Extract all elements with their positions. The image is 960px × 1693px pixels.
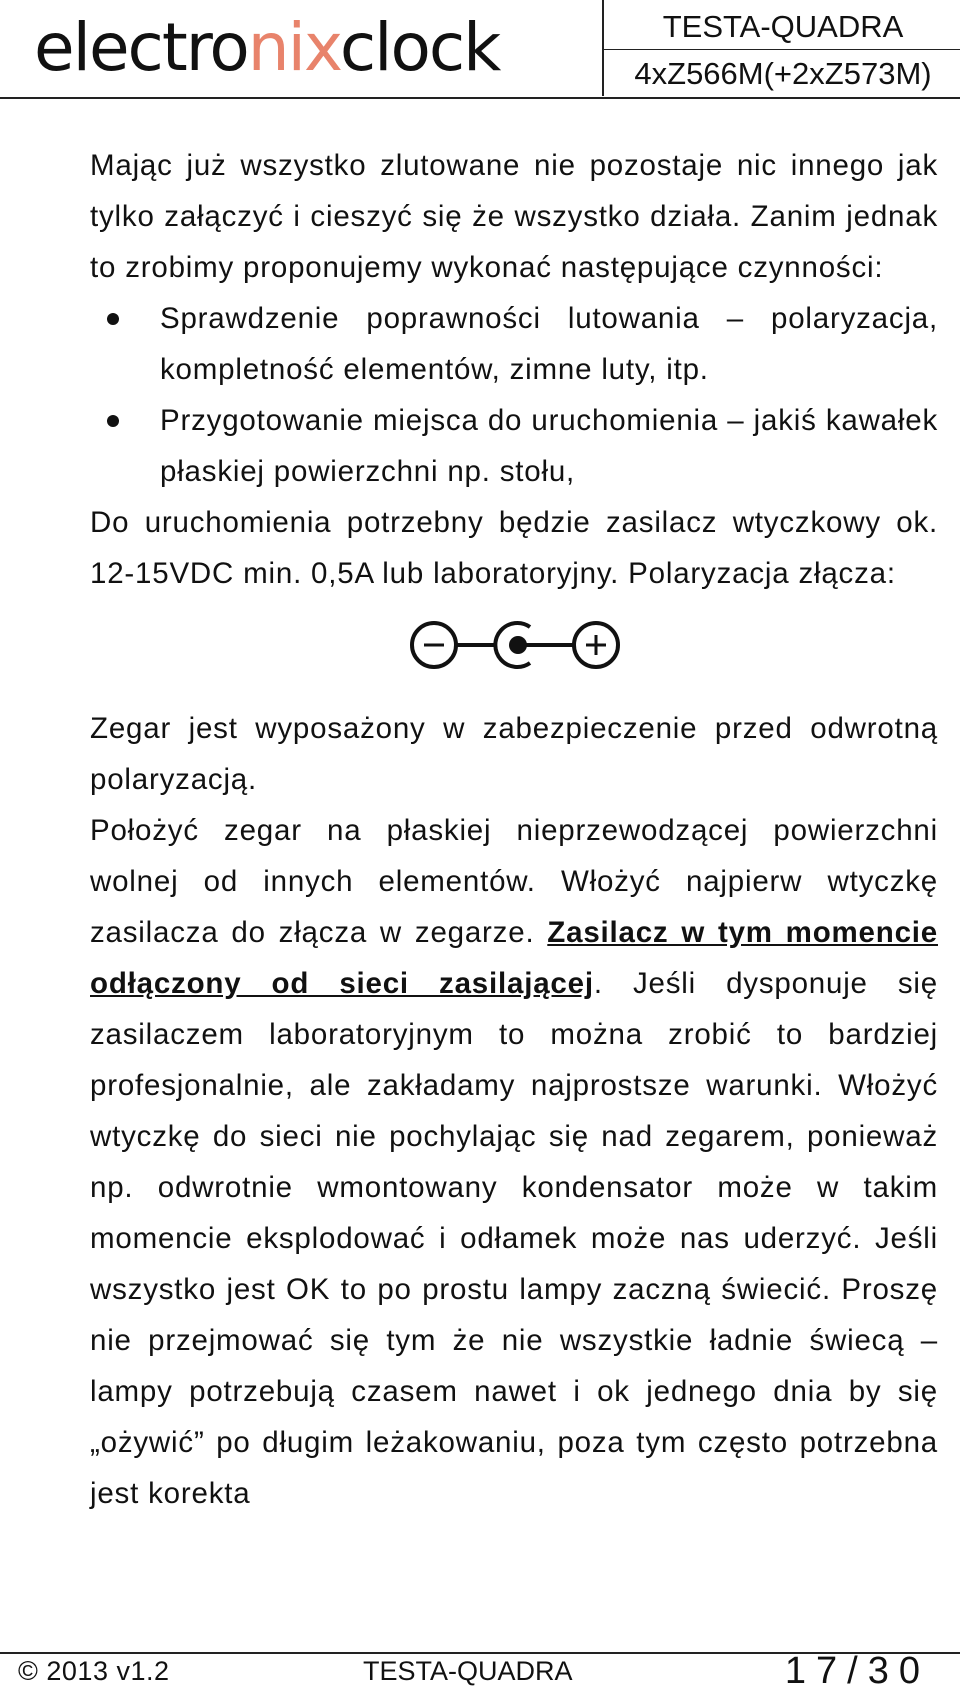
footer-product: TESTA-QUADRA — [363, 1656, 573, 1686]
intro-paragraph: Mając już wszystko zlutowane nie pozostaje nic innego jak tylko załączyć i cieszyć się że wszystko działa. Zanim jednak to zrobimy proponujemy wykonać następujące czynności: — [90, 149, 938, 284]
warning-text: Zasilacz w tym momencie odłączony od sieci zasilającej — [90, 916, 938, 1000]
bullet-icon — [107, 415, 119, 427]
logo-text-start: electro — [34, 9, 248, 86]
startup-steps-continued: . Jeśli dysponuje się zasilaczem laboratoryjnym to można zrobić to bardziej profesjonalnie, ale zakładamy najprostsze warunki. Włożyć wtyczkę do sieci nie pochylając się nad zegarem, ponieważ np. odwrotnie wmontowany kondensator może w takim momencie eksplodować i odłamek może nas uderzyć. Jeśli wszystko jest OK to po prostu lampy zaczną świecić. Proszę nie przejmować się tym że nie wszystkie ładnie świecą – lampy potrzebują czasem nawet i ok jednego dnia by się „ożywić” po długim leżakowaniu, poza tym często potrzebna jest korekta — [90, 967, 938, 1510]
dc-polarity-icon — [406, 613, 624, 677]
header-info-box — [602, 0, 960, 96]
page-number: 17/30 — [784, 1650, 930, 1692]
header-product-name: TESTA-QUADRA — [604, 0, 960, 50]
polarity-diagram — [90, 599, 938, 703]
startup-steps-text: Położyć zegar na płaskiej nieprzewodzącej powierzchni wolnej od innych elementów. Włożyć najpierw wtyczkę zasilacza do złącza w zegarze. — [90, 814, 938, 949]
bullet-icon — [107, 313, 119, 325]
logo-text-end: clock — [339, 9, 500, 86]
page-footer — [0, 1652, 960, 1693]
brand-logo — [34, 8, 499, 88]
checklist — [90, 293, 938, 497]
checklist-item-text: Sprawdzenie poprawności lutowania – polaryzacja, kompletność elementów, zimne luty, itp. — [160, 302, 938, 386]
page-body — [90, 140, 938, 1519]
startup-steps-paragraph — [90, 805, 938, 1519]
page-header — [0, 0, 960, 99]
header-model: 4xZ566M(+2xZ573M) — [634, 56, 932, 91]
power-supply-paragraph: Do uruchomienia potrzebny będzie zasilacz wtyczkowy ok. 12-15VDC min. 0,5A lub laboratoryjny. Polaryzacja złącza: — [90, 506, 938, 590]
checklist-item-text: Przygotowanie miejsca do uruchomienia – jakiś kawałek płaskiej powierzchni np. stołu, — [160, 404, 938, 488]
protection-paragraph: Zegar jest wyposażony w zabezpieczenie przed odwrotną polaryzacją. — [90, 712, 938, 796]
checklist-item — [90, 293, 938, 395]
logo-text-mid: nix — [247, 9, 340, 86]
footer-copyright: © 2013 v1.2 — [18, 1656, 170, 1686]
checklist-item — [90, 395, 938, 497]
